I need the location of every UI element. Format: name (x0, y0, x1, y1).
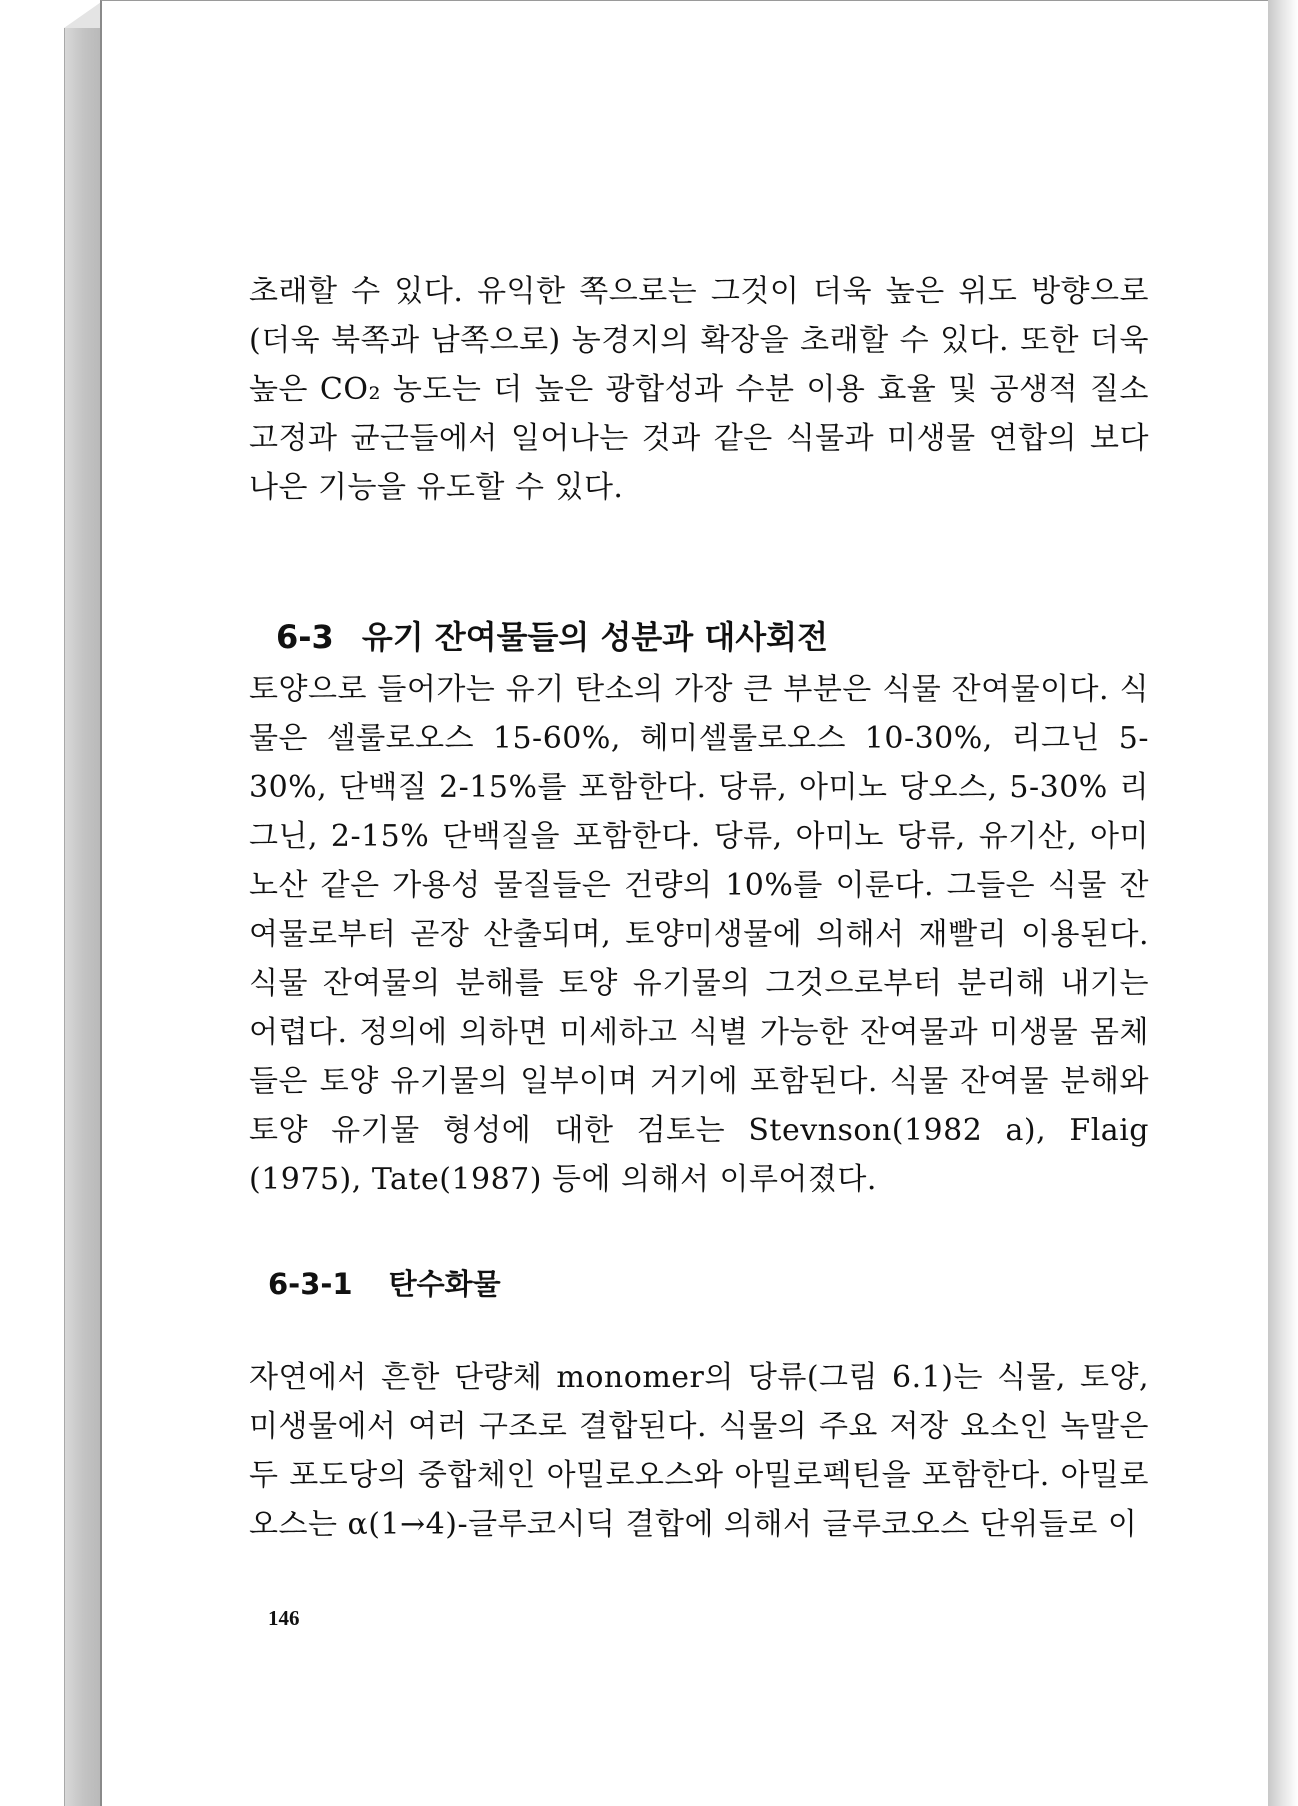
subsection-body-paragraph: 자연에서 흔한 단량체 monomer의 당류(그림 6.1)는 식물, 토양, 미생물에서 여러 구조로 결합된다. 식물의 주요 저장 요소인 녹말은 두 포도당의 중합체인 아밀로오스와 아밀로펙틴을 포함한다. 아밀로오스는 α(1→4)-글루코시딕 결합에 의해서 글루코오스 단위들로 이 (249, 1360, 1149, 1542)
book-spine-top (64, 0, 104, 28)
section-body-block (249, 665, 1149, 1204)
intro-paragraph-block (249, 267, 1149, 512)
section-title: 유기 잔여물들의 성분과 대사회전 (361, 618, 829, 656)
page-number: 146 (268, 1606, 300, 1630)
section-number: 6-3 (276, 618, 334, 656)
section-body-paragraph: 토양으로 들어가는 유기 탄소의 가장 큰 부분은 식물 잔여물이다. 식물은 셀룰로오스 15-60%, 헤미셀룰로오스 10-30%, 리그닌 5-30%, 단백질 2-15%를 포함한다. 당류, 아미노 당오스, 5-30% 리그닌, 2-15% 단백질을 포함한다. 당류, 아미노 당류, 유기산, 아미노산 같은 가용성 물질들은 건량의 10%를 이룬다. 그들은 식물 잔여물로부터 곧장 산출되며, 토양미생물에 의해서 재빨리 이용된다. 식물 잔여물의 분해를 토양 유기물의 그것으로부터 분리해 내기는 어렵다. 정의에 의하면 미세하고 식별 가능한 잔여물과 미생물 몸체들은 토양 유기물의 일부이며 거기에 포함된다. 식물 잔여물 분해와 토양 유기물 형성에 대한 검토는 Stevnson(1982 a), Flaig (1975), Tate(1987) 등에 의해서 이루어졌다. (249, 672, 1149, 1197)
subsection-title: 탄수화물 (388, 1267, 501, 1301)
intro-paragraph: 초래할 수 있다. 유익한 쪽으로는 그것이 더욱 높은 위도 방향으로(더욱 북쪽과 남쪽으로) 농경지의 확장을 초래할 수 있다. 또한 더욱 높은 CO₂ 농도는 더 높은 광합성과 수분 이용 효율 및 공생적 질소고정과 균근들에서 일어나는 것과 같은 식물과 미생물 연합의 보다 나은 기능을 유도할 수 있다. (249, 274, 1149, 505)
subsection-number: 6-3-1 (268, 1267, 353, 1301)
subsection-heading (268, 1262, 501, 1303)
subsection-body-block (249, 1353, 1149, 1549)
section-heading (276, 612, 828, 658)
book-spine (64, 28, 105, 1806)
page-shadow (1268, 0, 1298, 1806)
